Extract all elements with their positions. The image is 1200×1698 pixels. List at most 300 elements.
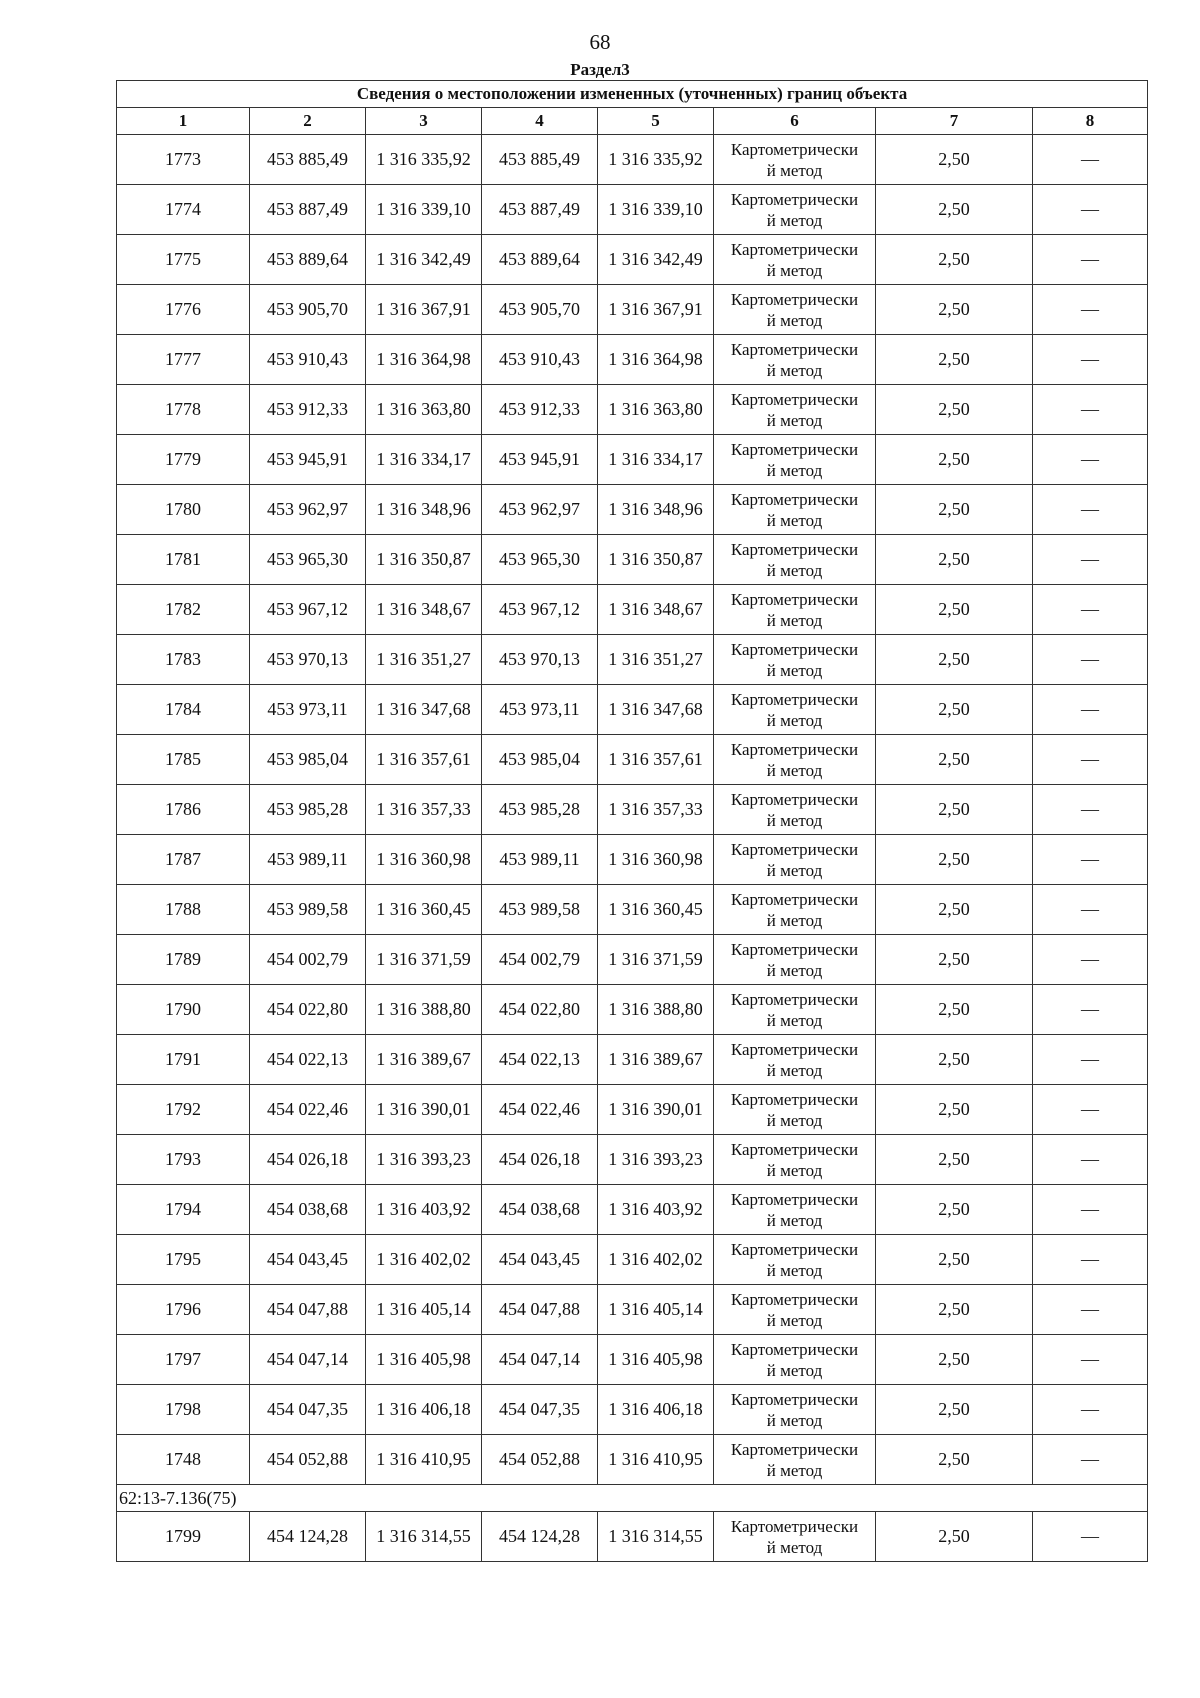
cell-x-old: 454 043,45 [250,1235,366,1285]
table-row [117,1235,1148,1285]
cell-y-old: 1 316 402,02 [366,1235,482,1285]
cell-note: — [1033,335,1148,385]
method-line: й метод [766,560,823,580]
table-row [117,385,1148,435]
method-line: Картометрически [730,1189,859,1209]
cell-note: — [1033,635,1148,685]
method-line: Картометрически [730,189,859,209]
table-row [117,685,1148,735]
cell-x-old: 453 970,13 [250,635,366,685]
table-row [117,885,1148,935]
cell-method [714,985,876,1035]
method-line: й метод [766,710,823,730]
method-line: й метод [766,610,823,630]
cell-point: 1795 [117,1235,250,1285]
cell-note: — [1033,535,1148,585]
cell-y-old: 1 316 410,95 [366,1435,482,1485]
table-row [117,735,1148,785]
cell-point: 1797 [117,1335,250,1385]
table-row [117,1185,1148,1235]
method-line: Картометрически [730,589,859,609]
cell-x-new: 453 889,64 [482,235,598,285]
method-line: Картометрически [730,289,859,309]
cell-y-new: 1 316 314,55 [598,1512,714,1562]
cell-note: — [1033,135,1148,185]
cell-y-old: 1 316 357,61 [366,735,482,785]
cell-accuracy: 2,50 [876,385,1033,435]
method-line: й метод [766,160,823,180]
cell-note: — [1033,1435,1148,1485]
cell-note: — [1033,1185,1148,1235]
cell-x-old: 454 047,35 [250,1385,366,1435]
cell-method [714,1235,876,1285]
cell-point: 1793 [117,1135,250,1185]
cell-y-new: 1 316 351,27 [598,635,714,685]
method-line: й метод [766,260,823,280]
cell-y-old: 1 316 335,92 [366,135,482,185]
method-line: Картометрически [730,489,859,509]
cell-x-new: 453 989,11 [482,835,598,885]
table-row [117,235,1148,285]
cell-x-old: 454 022,46 [250,1085,366,1135]
column-header: 3 [366,108,482,135]
cell-y-old: 1 316 314,55 [366,1512,482,1562]
method-line: Картометрически [730,1289,859,1309]
cell-y-new: 1 316 410,95 [598,1435,714,1485]
method-line: й метод [766,1110,823,1130]
cell-accuracy: 2,50 [876,785,1033,835]
cell-x-new: 453 912,33 [482,385,598,435]
cell-method [714,1435,876,1485]
method-line: й метод [766,1210,823,1230]
method-line: й метод [766,1460,823,1480]
cell-x-old: 454 038,68 [250,1185,366,1235]
cell-point: 1796 [117,1285,250,1335]
cell-x-old: 453 989,11 [250,835,366,885]
cell-x-old: 454 047,88 [250,1285,366,1335]
cell-accuracy: 2,50 [876,185,1033,235]
cell-note: — [1033,985,1148,1035]
cell-note: — [1033,1385,1148,1435]
cell-x-old: 453 989,58 [250,885,366,935]
cell-y-new: 1 316 335,92 [598,135,714,185]
cell-y-old: 1 316 360,45 [366,885,482,935]
cell-method [714,735,876,785]
cell-x-new: 454 043,45 [482,1235,598,1285]
cell-x-new: 453 885,49 [482,135,598,185]
cell-x-new: 453 985,04 [482,735,598,785]
cell-y-old: 1 316 357,33 [366,785,482,835]
cell-y-new: 1 316 393,23 [598,1135,714,1185]
method-line: Картометрически [730,1139,859,1159]
method-line: Картометрически [730,1439,859,1459]
cell-accuracy: 2,50 [876,1135,1033,1185]
cell-point: 1775 [117,235,250,285]
cell-x-old: 453 885,49 [250,135,366,185]
cell-x-old: 453 973,11 [250,685,366,735]
cell-x-new: 454 022,46 [482,1085,598,1135]
cell-x-new: 454 038,68 [482,1185,598,1235]
cell-y-new: 1 316 360,98 [598,835,714,885]
method-line: Картометрически [730,839,859,859]
column-header: 4 [482,108,598,135]
cell-x-new: 454 022,13 [482,1035,598,1085]
method-line: й метод [766,1410,823,1430]
method-line: й метод [766,660,823,680]
cell-y-old: 1 316 371,59 [366,935,482,985]
cell-y-new: 1 316 363,80 [598,385,714,435]
cell-accuracy: 2,50 [876,135,1033,185]
cell-y-old: 1 316 403,92 [366,1185,482,1235]
table-row [117,285,1148,335]
column-header-row [117,108,1148,135]
method-line: й метод [766,910,823,930]
cell-x-new: 454 052,88 [482,1435,598,1485]
cell-method [714,1335,876,1385]
cell-accuracy: 2,50 [876,1235,1033,1285]
cell-point: 1784 [117,685,250,735]
cell-x-new: 453 970,13 [482,635,598,685]
cell-note: — [1033,885,1148,935]
cell-note: — [1033,1135,1148,1185]
cell-accuracy: 2,50 [876,885,1033,935]
cell-x-old: 453 985,04 [250,735,366,785]
cell-y-old: 1 316 351,27 [366,635,482,685]
cell-note: — [1033,1085,1148,1135]
section-title: Раздел3 [570,60,630,79]
cell-method [714,535,876,585]
cell-y-new: 1 316 388,80 [598,985,714,1035]
cell-accuracy: 2,50 [876,1512,1033,1562]
cell-method [714,585,876,635]
cell-x-new: 453 945,91 [482,435,598,485]
cell-x-old: 454 002,79 [250,935,366,985]
column-header: 7 [876,108,1033,135]
cell-y-new: 1 316 402,02 [598,1235,714,1285]
cell-note: — [1033,685,1148,735]
table-row [117,335,1148,385]
cell-x-new: 453 973,11 [482,685,598,735]
cell-method [714,1512,876,1562]
method-line: Картометрически [730,989,859,1009]
cell-x-new: 454 047,88 [482,1285,598,1335]
cell-note: — [1033,1235,1148,1285]
method-line: й метод [766,1360,823,1380]
table-row [117,585,1148,635]
cell-y-old: 1 316 406,18 [366,1385,482,1435]
cell-method [714,185,876,235]
cell-point: 1779 [117,435,250,485]
cell-accuracy: 2,50 [876,1435,1033,1485]
method-line: й метод [766,760,823,780]
cell-method [714,1135,876,1185]
cell-note: — [1033,485,1148,535]
column-header: 6 [714,108,876,135]
cell-x-old: 453 945,91 [250,435,366,485]
cell-x-old: 453 889,64 [250,235,366,285]
column-header: 8 [1033,108,1148,135]
method-line: й метод [766,1060,823,1080]
method-line: й метод [766,510,823,530]
cell-x-old: 454 022,13 [250,1035,366,1085]
cell-point: 1788 [117,885,250,935]
table-row [117,635,1148,685]
cell-x-new: 453 989,58 [482,885,598,935]
cell-note: — [1033,385,1148,435]
method-line: й метод [766,1010,823,1030]
cell-method [714,385,876,435]
cell-y-new: 1 316 360,45 [598,885,714,935]
cell-x-old: 454 047,14 [250,1335,366,1385]
method-line: й метод [766,210,823,230]
table-row [117,135,1148,185]
cell-method [714,1285,876,1335]
table-row [117,1385,1148,1435]
cell-point: 1781 [117,535,250,585]
table-row [117,435,1148,485]
cell-accuracy: 2,50 [876,585,1033,635]
cell-y-old: 1 316 388,80 [366,985,482,1035]
method-line: Картометрически [730,1516,859,1536]
method-line: Картометрически [730,1039,859,1059]
cell-method [714,1085,876,1135]
method-line: Картометрически [730,789,859,809]
table-row [117,1085,1148,1135]
cell-x-new: 454 047,35 [482,1385,598,1435]
cell-y-new: 1 316 334,17 [598,435,714,485]
cell-y-old: 1 316 405,98 [366,1335,482,1385]
cell-method [714,685,876,735]
table-caption: Сведения о местоположении измененных (уточненных) границ объекта [117,81,1148,108]
cell-x-old: 453 905,70 [250,285,366,335]
table-row [117,785,1148,835]
cell-y-old: 1 316 350,87 [366,535,482,585]
cell-note: — [1033,185,1148,235]
cell-x-new: 454 026,18 [482,1135,598,1185]
method-line: Картометрически [730,689,859,709]
cell-y-old: 1 316 348,67 [366,585,482,635]
cell-accuracy: 2,50 [876,285,1033,335]
method-line: Картометрически [730,139,859,159]
cell-method [714,1185,876,1235]
cell-x-old: 454 124,28 [250,1512,366,1562]
method-line: й метод [766,810,823,830]
cell-accuracy: 2,50 [876,535,1033,585]
cell-y-new: 1 316 403,92 [598,1185,714,1235]
method-line: Картометрически [730,1389,859,1409]
cell-point: 1794 [117,1185,250,1235]
page-number: 68 [589,30,611,54]
cell-y-new: 1 316 342,49 [598,235,714,285]
cell-note: — [1033,935,1148,985]
cell-note: — [1033,1035,1148,1085]
cell-note: — [1033,1335,1148,1385]
method-line: й метод [766,1260,823,1280]
cell-y-old: 1 316 342,49 [366,235,482,285]
cell-y-new: 1 316 405,14 [598,1285,714,1335]
table-body [117,135,1148,1562]
cell-y-new: 1 316 339,10 [598,185,714,235]
cell-x-new: 453 967,12 [482,585,598,635]
cell-point: 1786 [117,785,250,835]
boundary-coordinates-table [116,80,1148,1562]
cell-x-old: 454 052,88 [250,1435,366,1485]
cell-point: 1780 [117,485,250,535]
method-line: й метод [766,860,823,880]
cell-method [714,335,876,385]
cell-point: 1782 [117,585,250,635]
cell-note: — [1033,435,1148,485]
method-line: Картометрически [730,639,859,659]
cell-x-old: 453 910,43 [250,335,366,385]
cell-y-new: 1 316 390,01 [598,1085,714,1135]
cell-point: 1791 [117,1035,250,1085]
cell-x-new: 454 022,80 [482,985,598,1035]
cell-x-old: 453 962,97 [250,485,366,535]
cell-point: 1798 [117,1385,250,1435]
method-line: й метод [766,1537,823,1557]
method-line: Картометрически [730,1089,859,1109]
cell-accuracy: 2,50 [876,235,1033,285]
method-line: й метод [766,960,823,980]
cell-point: 1792 [117,1085,250,1135]
column-header: 5 [598,108,714,135]
cell-y-new: 1 316 347,68 [598,685,714,735]
cell-method [714,635,876,685]
cell-method [714,235,876,285]
group-row [117,1485,1148,1512]
cell-x-old: 454 026,18 [250,1135,366,1185]
cell-method [714,135,876,185]
column-header: 2 [250,108,366,135]
cell-accuracy: 2,50 [876,1035,1033,1085]
cell-x-new: 454 124,28 [482,1512,598,1562]
cell-y-old: 1 316 347,68 [366,685,482,735]
method-line: й метод [766,410,823,430]
cell-note: — [1033,285,1148,335]
cell-method [714,485,876,535]
cell-x-old: 453 965,30 [250,535,366,585]
cell-y-old: 1 316 364,98 [366,335,482,385]
cell-note: — [1033,835,1148,885]
cell-y-old: 1 316 393,23 [366,1135,482,1185]
cell-y-old: 1 316 367,91 [366,285,482,335]
cell-y-new: 1 316 406,18 [598,1385,714,1435]
cell-note: — [1033,1512,1148,1562]
cell-accuracy: 2,50 [876,335,1033,385]
cell-point: 1776 [117,285,250,335]
method-line: Картометрически [730,339,859,359]
cell-x-new: 454 047,14 [482,1335,598,1385]
table-row [117,1035,1148,1085]
cell-accuracy: 2,50 [876,1185,1033,1235]
cell-x-new: 453 887,49 [482,185,598,235]
cell-point: 1789 [117,935,250,985]
cell-y-old: 1 316 339,10 [366,185,482,235]
cell-accuracy: 2,50 [876,1085,1033,1135]
cell-y-old: 1 316 363,80 [366,385,482,435]
cell-accuracy: 2,50 [876,835,1033,885]
cell-y-new: 1 316 389,67 [598,1035,714,1085]
cell-point: 1787 [117,835,250,885]
cell-point: 1773 [117,135,250,185]
cell-point: 1774 [117,185,250,235]
cell-method [714,835,876,885]
table-row [117,1285,1148,1335]
column-header: 1 [117,108,250,135]
table-row [117,935,1148,985]
cell-y-new: 1 316 371,59 [598,935,714,985]
cell-accuracy: 2,50 [876,985,1033,1035]
cell-accuracy: 2,50 [876,1385,1033,1435]
cell-point: 1783 [117,635,250,685]
method-line: Картометрически [730,1339,859,1359]
cell-point: 1790 [117,985,250,1035]
cell-method [714,785,876,835]
cell-y-new: 1 316 357,33 [598,785,714,835]
cell-x-old: 454 022,80 [250,985,366,1035]
cell-y-new: 1 316 348,67 [598,585,714,635]
cell-point: 1799 [117,1512,250,1562]
cell-accuracy: 2,50 [876,1285,1033,1335]
cell-y-old: 1 316 390,01 [366,1085,482,1135]
table-row [117,1335,1148,1385]
cell-x-new: 453 965,30 [482,535,598,585]
method-line: Картометрически [730,889,859,909]
cell-x-new: 453 905,70 [482,285,598,335]
cell-accuracy: 2,50 [876,735,1033,785]
method-line: Картометрически [730,389,859,409]
cell-y-new: 1 316 405,98 [598,1335,714,1385]
method-line: Картометрически [730,939,859,959]
method-line: Картометрически [730,739,859,759]
cell-x-old: 453 887,49 [250,185,366,235]
cell-x-new: 453 910,43 [482,335,598,385]
cell-x-new: 454 002,79 [482,935,598,985]
cell-note: — [1033,785,1148,835]
cell-accuracy: 2,50 [876,435,1033,485]
method-line: й метод [766,360,823,380]
cell-y-old: 1 316 348,96 [366,485,482,535]
cell-method [714,1385,876,1435]
cell-accuracy: 2,50 [876,635,1033,685]
method-line: Картометрически [730,439,859,459]
cell-point: 1777 [117,335,250,385]
table-row [117,1435,1148,1485]
table-row [117,1512,1148,1562]
cell-y-old: 1 316 405,14 [366,1285,482,1335]
cell-note: — [1033,735,1148,785]
cell-accuracy: 2,50 [876,1335,1033,1385]
table-row [117,985,1148,1035]
cell-method [714,1035,876,1085]
cell-accuracy: 2,50 [876,935,1033,985]
cell-method [714,935,876,985]
table-row [117,185,1148,235]
cell-note: — [1033,585,1148,635]
cell-x-old: 453 985,28 [250,785,366,835]
method-line: Картометрически [730,1239,859,1259]
cell-y-new: 1 316 367,91 [598,285,714,335]
cell-y-new: 1 316 348,96 [598,485,714,535]
cell-method [714,285,876,335]
method-line: й метод [766,1160,823,1180]
cell-y-old: 1 316 389,67 [366,1035,482,1085]
cell-x-new: 453 962,97 [482,485,598,535]
cell-method [714,435,876,485]
cell-note: — [1033,1285,1148,1335]
table-row [117,535,1148,585]
